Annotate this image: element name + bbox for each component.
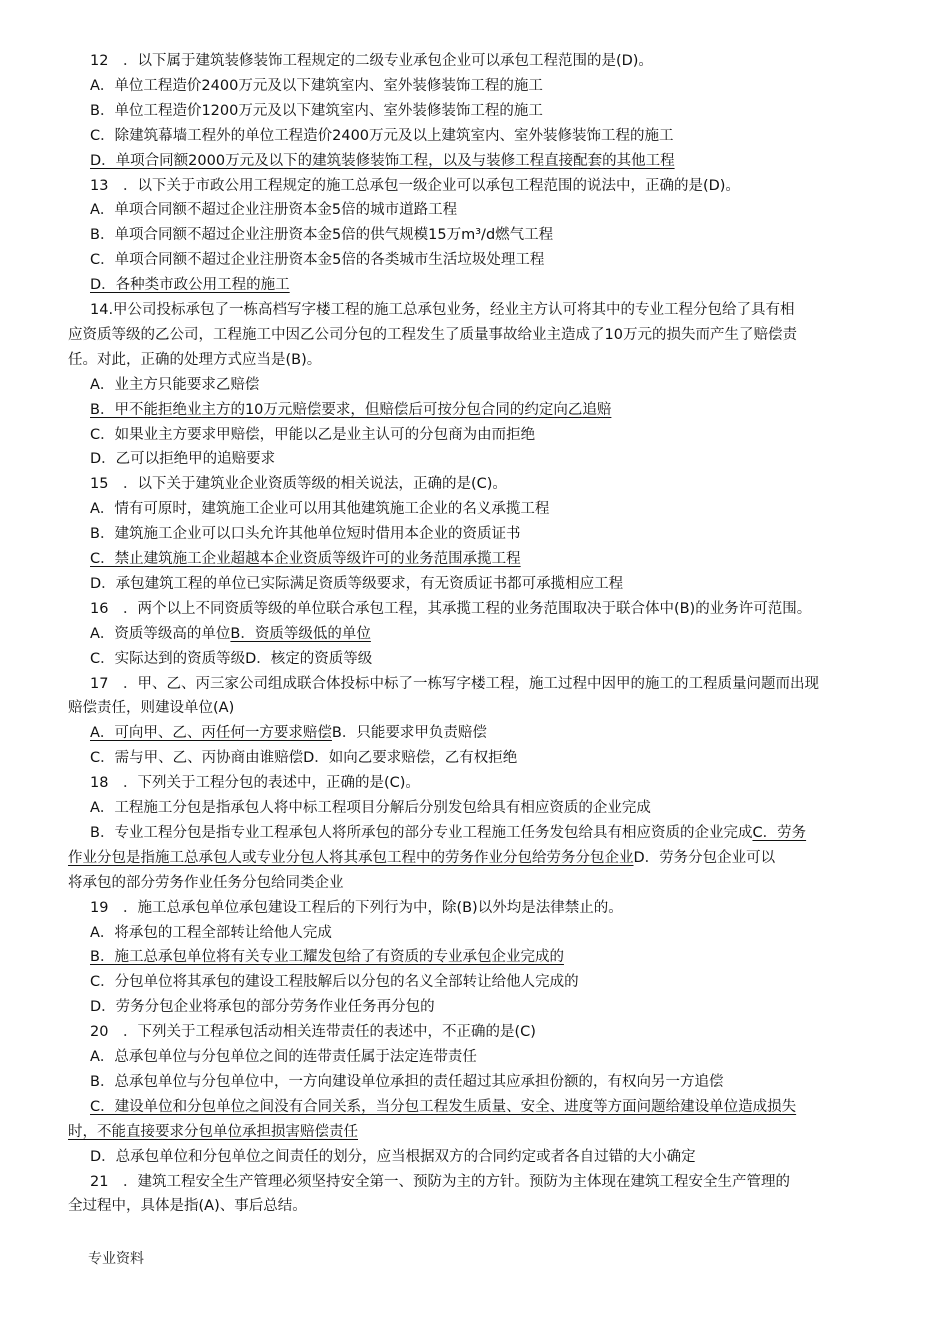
page-footer: 专业资料 (88, 1251, 144, 1267)
line-text: C．单项合同额不超过企业注册资本金5倍的各类城市生活垃圾处理工程 (90, 252, 545, 269)
option-line (0, 948, 950, 966)
line-text: A．将承包的工程全部转让给他人完成 (90, 924, 332, 941)
answer-text: B．施工总承包单位将有关专业工耀发包给了有资质的专业承包企业完成的 (90, 949, 564, 966)
line-text: 15 ．以下关于建筑业企业资质等级的相关说法，正确的是(C)。 (90, 476, 507, 493)
option-line (0, 1148, 950, 1166)
question-line (0, 675, 950, 693)
line-text: D．总承包单位和分包单位之间责任的划分，应当根据双方的合同约定或者各自过错的大小确定 (90, 1148, 696, 1165)
option-line (0, 625, 950, 643)
option-line (0, 201, 950, 219)
answer-text: B．甲不能拒绝业主方的10万元赔偿要求，但赔偿后可按分包合同的约定向乙追赔 (90, 401, 612, 418)
option-line (0, 650, 950, 668)
line-text: 16 ．两个以上不同资质等级的单位联合承包工程，其承揽工程的业务范围取决于联合体中(B)的业务许可范围。 (90, 600, 812, 617)
option-line (0, 450, 950, 468)
option-line (0, 251, 950, 269)
option-line (0, 376, 950, 394)
option-line (0, 426, 950, 444)
line-text: C．分包单位将其承包的建设工程肢解后以分包的名义全部转让给他人完成的 (90, 974, 579, 991)
line-text: D．承包建筑工程的单位已实际满足资质等级要求，有无资质证书都可承揽相应工程 (90, 575, 624, 592)
option-line (0, 1048, 950, 1066)
continuation-line (0, 1197, 950, 1215)
line-text: 18 ．下列关于工程分包的表述中，正确的是(C)。 (90, 775, 420, 792)
continuation-line (0, 699, 950, 717)
question-line (0, 177, 950, 195)
answer-text: C．劳务 (752, 824, 807, 841)
line-text: B．建筑施工企业可以口头允许其他单位短时借用本企业的资质证书 (90, 526, 521, 543)
option-line (0, 550, 950, 568)
line-text: 13 ．以下关于市政公用工程规定的施工总承包一级企业可以承包工程范围的说法中，正确的是(D)。 (90, 177, 740, 194)
line-text: C．如果业主方要求甲赔偿，甲能以乙是业主认可的分包商为由而拒绝 (90, 426, 536, 443)
question-line (0, 774, 950, 792)
option-line (0, 1073, 950, 1091)
line-text: 12 ．以下属于建筑装修装饰工程规定的二级专业承包企业可以承包工程范围的是(D)。 (90, 53, 653, 69)
option-line (0, 799, 950, 817)
option-line (0, 77, 950, 95)
question-line (0, 1173, 950, 1191)
answer-text: B．资质等级低的单位 (230, 625, 371, 642)
line-text: D．劳务分包企业将承包的部分劳务作业任务再分包的 (90, 999, 435, 1016)
question-line (0, 600, 950, 618)
option-line (0, 973, 950, 991)
line-text: 将承包的部分劳务作业任务分包给同类企业 (68, 874, 344, 891)
line-text: A．资质等级高的单位 (90, 625, 231, 642)
line-text: C．实际达到的资质等级D．核定的资质等级 (90, 650, 373, 667)
answer-text: D．各种类市政公用工程的施工 (90, 277, 290, 294)
option-line (0, 525, 950, 543)
line-text: A．工程施工分包是指承包人将中标工程项目分解后分别发包给具有相应资质的企业完成 (90, 800, 651, 816)
option-line (0, 924, 950, 942)
answer-text: 时，不能直接要求分包单位承担损害赔偿责任 (68, 1123, 358, 1140)
question-line (0, 899, 950, 917)
line-text: 17 ．甲、乙、丙三家公司组成联合体投标中标了一栋写字楼工程，施工过程中因甲的施工的工程质量问题而出现 (90, 675, 819, 692)
line-text: A．单位工程造价2400万元及以下建筑室内、室外装修装饰工程的施工 (90, 77, 543, 94)
line-text: D．劳务分包企业可以 (633, 849, 776, 866)
line-text: A．单项合同额不超过企业注册资本金5倍的城市道路工程 (90, 202, 458, 219)
option-line (0, 226, 950, 244)
option-line (0, 401, 950, 419)
line-text: C．除建筑幕墙工程外的单位工程造价2400万元及以上建筑室内、室外装修装饰工程的施工 (90, 127, 674, 144)
option-line (0, 500, 950, 518)
continuation-line (0, 1123, 950, 1141)
line-text: A．业主方只能要求乙赔偿 (90, 376, 260, 393)
question-line (0, 301, 950, 319)
line-text: 20 ．下列关于工程承包活动相关连带责任的表述中，不正确的是(C) (90, 1024, 536, 1041)
option-line (0, 127, 950, 145)
answer-text: 作业分包是指施工总承包人或专业分包人将其承包工程中的劳务作业分包给劳务分包企业 (68, 849, 634, 866)
option-line (0, 1098, 950, 1116)
option-line (0, 276, 950, 294)
line-text: 全过程中，具体是指(A)、事后总结。 (68, 1198, 307, 1215)
option-line (0, 575, 950, 593)
answer-text: C．禁止建筑施工企业超越本企业资质等级许可的业务范围承揽工程 (90, 551, 521, 567)
question-line (0, 1023, 950, 1041)
option-line (0, 152, 950, 170)
line-text: C．需与甲、乙、丙协商由谁赔偿D．如向乙要求赔偿，乙有权拒绝 (90, 750, 518, 767)
answer-text: A．可向甲、乙、丙任何一方要求赔偿 (90, 725, 332, 742)
line-text: 21 ．建筑工程安全生产管理必须坚持安全第一、预防为主的方针。预防为主体现在建筑工程安全生产管理的 (90, 1173, 790, 1190)
line-text: B．总承包单位与分包单位中，一方向建设单位承担的责任超过其应承担份额的，有权向另一方追偿 (90, 1073, 724, 1090)
line-text: A．情有可原时，建筑施工企业可以用其他建筑施工企业的名义承揽工程 (90, 501, 550, 518)
continuation-line (0, 351, 950, 369)
line-text: 任。对此，正确的处理方式应当是(B)。 (68, 351, 322, 368)
line-text: D．乙可以拒绝甲的追赔要求 (90, 451, 276, 468)
continuation-line (0, 849, 950, 867)
option-line (0, 749, 950, 767)
option-line (0, 824, 950, 842)
question-line (0, 52, 950, 70)
continuation-line (0, 874, 950, 892)
line-text: 赔偿责任，则建设单位(A) (68, 700, 235, 717)
line-text: B．单项合同额不超过企业注册资本金5倍的供气规模15万m³/d燃气工程 (90, 227, 554, 244)
line-text: B．单位工程造价1200万元及以下建筑室内、室外装修装饰工程的施工 (90, 102, 543, 119)
line-text: 应资质等级的乙公司，工程施工中因乙公司分包的工程发生了质量事故给业主造成了10万元的损失而产生了赔偿责 (68, 326, 797, 343)
line-text: 14.甲公司投标承包了一栋高档写字楼工程的施工总承包业务，经业主方认可将其中的专业工程分包给了具有相 (90, 302, 795, 318)
line-text: B．专业工程分包是指专业工程承包人将所承包的部分专业工程施工任务发包给具有相应资质的企业完成 (90, 824, 753, 841)
question-line (0, 475, 950, 493)
line-text: B．只能要求甲负责赔偿 (331, 725, 487, 742)
option-line (0, 724, 950, 742)
line-text: A．总承包单位与分包单位之间的连带责任属于法定连带责任 (90, 1049, 477, 1065)
option-line (0, 998, 950, 1016)
answer-text: C．建设单位和分包单位之间没有合同关系，当分包工程发生质量、安全、进度等方面问题给建设单位造成损失 (90, 1098, 797, 1115)
option-line (0, 102, 950, 120)
continuation-line (0, 326, 950, 344)
line-text: 19 ．施工总承包单位承包建设工程后的下列行为中，除(B)以外均是法律禁止的。 (90, 899, 623, 916)
answer-text: D．单项合同额2000万元及以下的建筑装修装饰工程，以及与装修工程直接配套的其他工程 (90, 152, 675, 169)
